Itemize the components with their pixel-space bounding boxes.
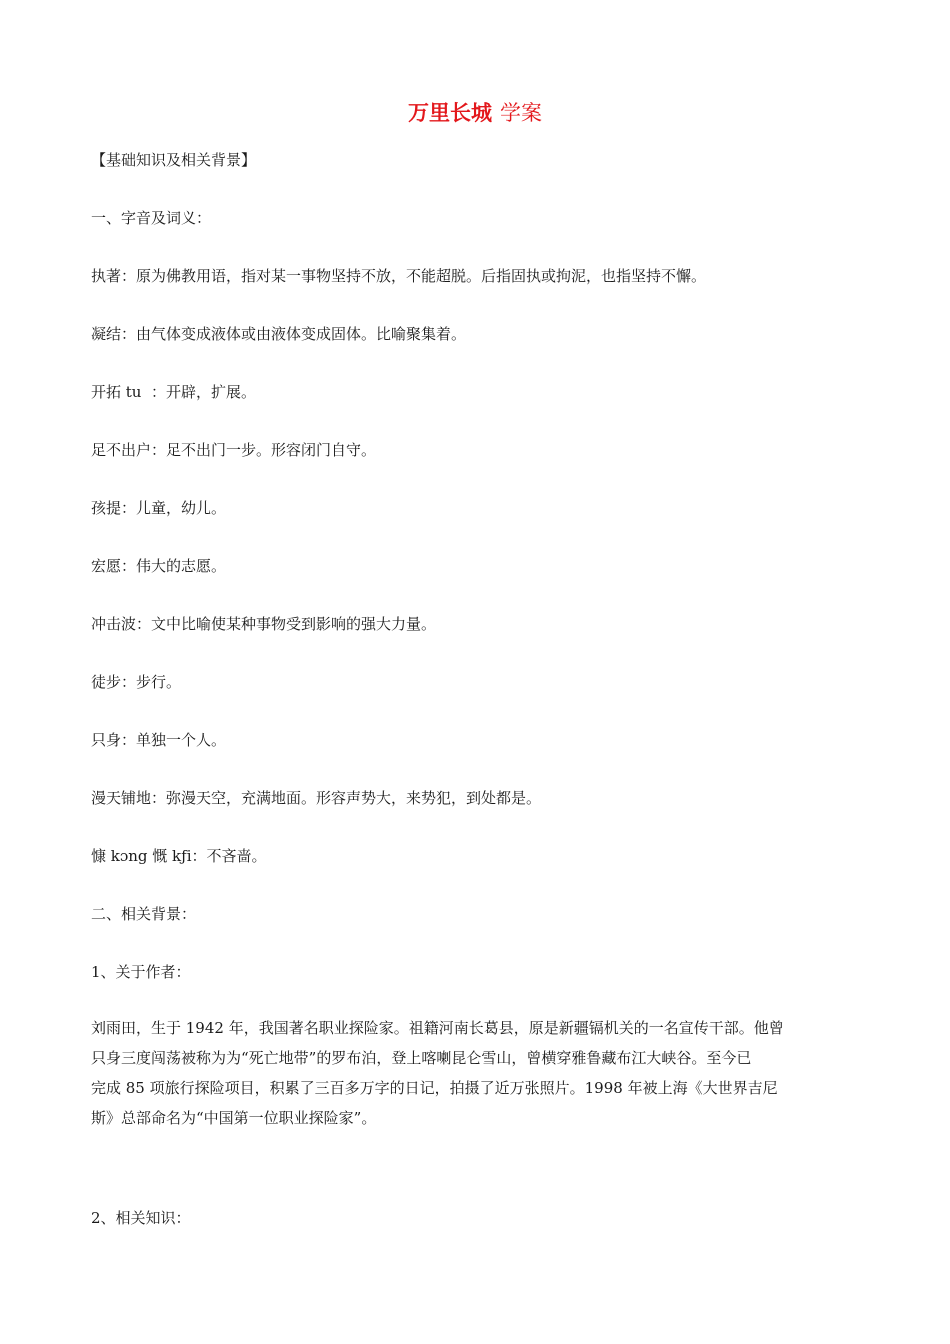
paragraph-line: 完成 85 项旅行探险项目，积累了三百多万字的日记，拍摄了近万张照片。1998 年被上海《大世界吉尼 bbox=[91, 1079, 778, 1097]
paragraph-line: 刘雨田，生于 1942 年，我国著名职业探险家。祖籍河南长葛县，原是新疆镉机关的一名宣传干部。他曾 bbox=[91, 1019, 784, 1037]
definition-zhishen: 只身：单独一个人。 bbox=[91, 731, 227, 749]
author-paragraph bbox=[91, 1017, 871, 1137]
definition-ningjie: 凝结：由气体变成液体或由液体变成固体。比喻聚集着。 bbox=[91, 325, 467, 343]
title-main: 万里长城 bbox=[408, 100, 492, 125]
heading-related-knowledge: 2、相关知识： bbox=[91, 1209, 191, 1227]
paragraph-line: 只身三度闯荡被称为为“死亡地带”的罗布泊，登上喀喇昆仑雪山，曾横穿雅鲁藏布江大峡谷。至今已 bbox=[91, 1049, 752, 1067]
definition-zhizhuo: 执著：原为佛教用语，指对某一事物坚持不放，不能超脱。后指固执或拘泥，也指坚持不懈。 bbox=[91, 267, 707, 285]
heading-about-author: 1、关于作者： bbox=[91, 963, 191, 981]
definition-haiti: 孩提：儿童，幼儿。 bbox=[91, 499, 227, 517]
definition-chongjibo: 冲击波：文中比喻使某种事物受到影响的强大力量。 bbox=[91, 615, 437, 633]
definition-kangkai: 慷 kɔng 慨 kƒi：不吝啬。 bbox=[91, 847, 267, 865]
paragraph-line: 斯》总部命名为“中国第一位职业探险家”。 bbox=[91, 1109, 377, 1127]
definition-tubu: 徒步：步行。 bbox=[91, 673, 182, 691]
heading-background: 二、相关背景： bbox=[91, 905, 197, 923]
definition-kaituo: 开拓 tu ：开辟，扩展。 bbox=[91, 383, 256, 401]
heading-pronunciation: 一、字音及词义： bbox=[91, 209, 212, 227]
title-sub: 学案 bbox=[500, 101, 542, 125]
definition-hongyuan: 宏愿：伟大的志愿。 bbox=[91, 557, 227, 575]
definition-zubuchuhu: 足不出户：足不出门一步。形容闭门自守。 bbox=[91, 441, 377, 459]
document-title bbox=[0, 98, 950, 128]
definition-mantianpudi: 漫天铺地：弥漫天空，充满地面。形容声势大，来势犯，到处都是。 bbox=[91, 789, 542, 807]
section-heading-basics: 【基础知识及相关背景】 bbox=[91, 151, 257, 169]
